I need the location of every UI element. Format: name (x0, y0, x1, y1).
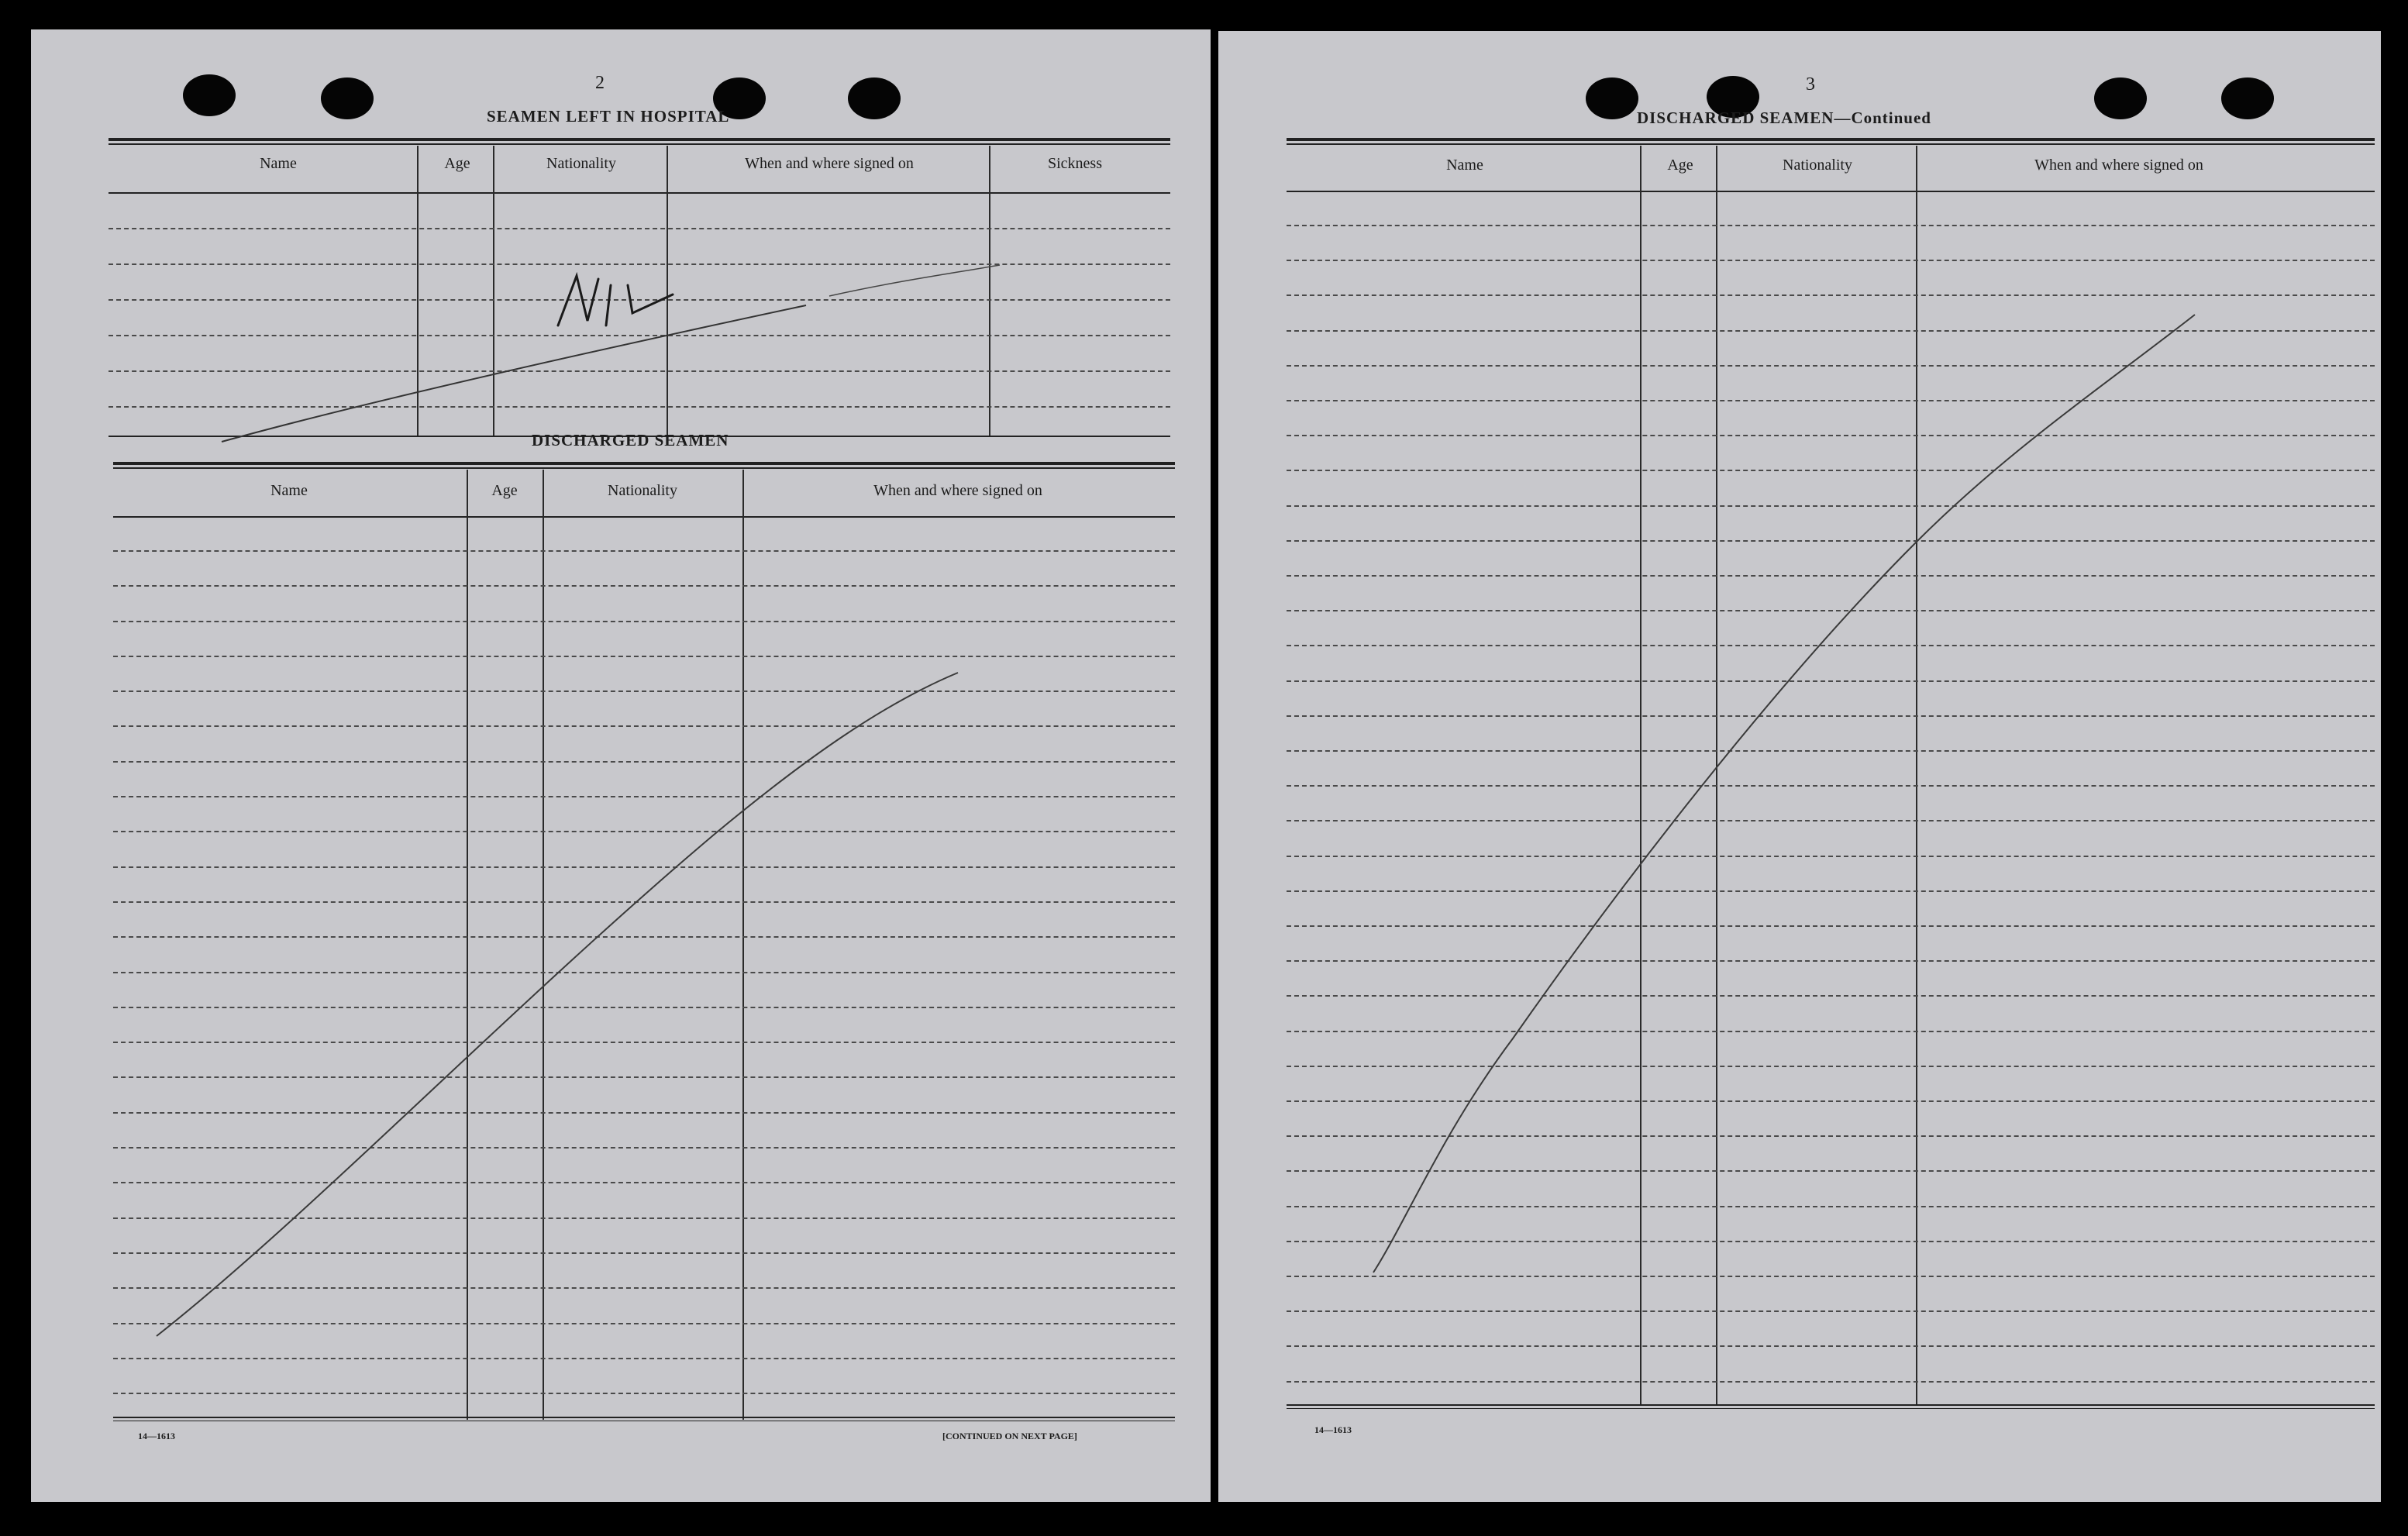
right-page (1218, 31, 2381, 1502)
column-header-nationality: Nationality (546, 155, 616, 172)
column-header-signed-on: When and where signed on (873, 482, 1042, 499)
column-header-signed-on: When and where signed on (2034, 157, 2203, 174)
column-header-name: Name (270, 482, 308, 499)
column-header-sickness: Sickness (1048, 155, 1102, 172)
continued-note: [CONTINUED ON NEXT PAGE] (942, 1431, 1077, 1441)
handwritten-marks (31, 29, 1211, 1502)
handwritten-marks (1218, 31, 2381, 1502)
column-header-nationality: Nationality (608, 482, 677, 499)
column-header-age: Age (1667, 157, 1693, 174)
column-header-nationality: Nationality (1783, 157, 1852, 174)
form-number: 14—1613 (1314, 1424, 1352, 1435)
left-page (31, 29, 1211, 1502)
column-header-name: Name (1446, 157, 1483, 174)
column-header-age: Age (444, 155, 470, 172)
hospital-section-title: SEAMEN LEFT IN HOSPITAL (487, 107, 730, 126)
column-header-age: Age (491, 482, 518, 499)
form-number: 14—1613 (138, 1431, 175, 1441)
discharged-section-title: DISCHARGED SEAMEN (532, 431, 729, 449)
column-header-signed-on: When and where signed on (745, 155, 914, 172)
page-number: 3 (1806, 74, 1815, 95)
page-number: 2 (595, 73, 605, 93)
column-header-name: Name (260, 155, 297, 172)
discharged-continued-title: DISCHARGED SEAMEN—Continued (1637, 108, 1931, 127)
